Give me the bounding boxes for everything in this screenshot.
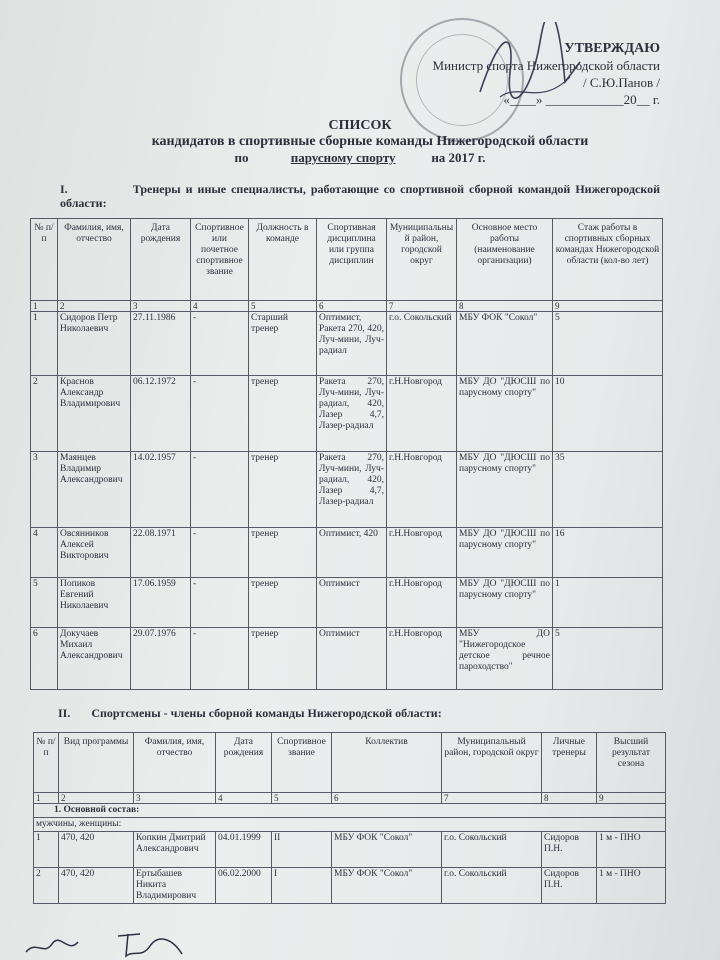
approval-block <box>433 40 660 108</box>
approval-date: «____» ____________20__ г. <box>503 92 660 107</box>
birth-date: 04.01.1999 <box>216 832 272 868</box>
sport-rank: II <box>272 832 332 868</box>
header-cell: Вид программы <box>59 733 134 793</box>
municipality: г.Н.Новгород <box>387 528 457 578</box>
coach-name: Сидоров Петр Николаевич <box>58 312 131 376</box>
row-number: 1 <box>34 832 59 868</box>
workplace: МБУ ДО "ДЮСШ по парусному спорту" <box>457 528 553 578</box>
table-row <box>34 868 666 904</box>
section1-number: I. <box>60 182 68 196</box>
discipline: Ракета 270, Луч-мини, Луч-радиал, 420, Лазер 4,7, Лазер-радиал <box>317 376 387 452</box>
column-number: 8 <box>542 793 597 804</box>
season-result: 1 м - ПНО <box>597 868 666 904</box>
birth-date: 22.08.1971 <box>131 528 191 578</box>
row-number: 2 <box>31 376 58 452</box>
gender-group-label: мужчины, женщины: <box>34 818 666 832</box>
column-number: 2 <box>59 793 134 804</box>
birth-date: 27.11.1986 <box>131 312 191 376</box>
column-number: 6 <box>317 301 387 312</box>
team-role: тренер <box>249 578 317 628</box>
discipline: Ракета 270, Луч-мини, Луч-радиал, 420, Лазер 4,7, Лазер-радиал <box>317 452 387 528</box>
experience-years: 16 <box>553 528 663 578</box>
table-header-row <box>34 733 666 793</box>
header-cell: Спортивная дисциплина или группа дисциплин <box>317 219 387 301</box>
header-cell: № п/п <box>34 733 59 793</box>
column-number-row <box>31 301 663 312</box>
table-row <box>31 376 663 452</box>
team-role: тренер <box>249 628 317 690</box>
approval-name: / С.Ю.Панов / <box>582 75 660 90</box>
table-row <box>31 312 663 376</box>
coach-name: Овсянников Алексей Викторович <box>58 528 131 578</box>
header-cell: Дата рождения <box>131 219 191 301</box>
season-result: 1 м - ПНО <box>597 832 666 868</box>
column-number: 5 <box>272 793 332 804</box>
coach-name: Докучаев Михаил Александрович <box>58 628 131 690</box>
sport-title: - <box>191 528 249 578</box>
document-title-block <box>0 118 720 166</box>
municipality: г.Н.Новгород <box>387 376 457 452</box>
sport-title: - <box>191 578 249 628</box>
approval-position: Министр спорта Нижегородской области <box>432 58 660 73</box>
team: МБУ ФОК "Сокол" <box>332 868 442 904</box>
athletes-table <box>33 732 666 904</box>
row-number: 4 <box>31 528 58 578</box>
column-number: 7 <box>442 793 542 804</box>
workplace: МБУ ДО "Нижегородское детское речное пароходство" <box>457 628 553 690</box>
column-number: 7 <box>387 301 457 312</box>
sport-name: парусному спорту <box>290 150 396 165</box>
header-cell: Фамилия, имя, отчество <box>134 733 216 793</box>
header-cell: Дата рождения <box>216 733 272 793</box>
experience-years: 5 <box>553 628 663 690</box>
row-number: 1 <box>31 312 58 376</box>
document-subtitle: кандидатов в спортивные сборные команды Нижегородской области <box>151 134 589 149</box>
team-role: Старший тренер <box>249 312 317 376</box>
header-cell: Стаж работы в спортивных сборных командах Нижегородской области (кол-во лет) <box>553 219 663 301</box>
column-number: 6 <box>332 793 442 804</box>
municipality: г.о. Сокольский <box>442 832 542 868</box>
sport-title: - <box>191 628 249 690</box>
coaches-table <box>30 218 663 690</box>
approval-title: УТВЕРЖДАЮ <box>564 41 660 56</box>
experience-years: 5 <box>553 312 663 376</box>
sport-title: - <box>191 452 249 528</box>
workplace: МБУ ДО "ДЮСШ по парусному спорту" <box>457 578 553 628</box>
header-cell: Спортивное или почетное спортивное звание <box>191 219 249 301</box>
row-number: 6 <box>31 628 58 690</box>
column-number: 3 <box>131 301 191 312</box>
column-number: 5 <box>249 301 317 312</box>
table-row <box>34 832 666 868</box>
section1-heading <box>60 182 660 210</box>
experience-years: 1 <box>553 578 663 628</box>
program: 470, 420 <box>59 868 134 904</box>
header-cell: Фамилия, имя, отчество <box>58 219 131 301</box>
workplace: МБУ ДО "ДЮСШ по парусному спорту" <box>457 452 553 528</box>
sport-title: - <box>191 312 249 376</box>
personal-coach: Сидоров П.Н. <box>542 868 597 904</box>
section2-heading <box>58 706 442 721</box>
coach-name: Попиков Евгений Николаевич <box>58 578 131 628</box>
column-number: 1 <box>31 301 58 312</box>
handwritten-signature <box>22 928 202 960</box>
column-number: 1 <box>34 793 59 804</box>
team: МБУ ФОК "Сокол" <box>332 832 442 868</box>
birth-date: 06.02.2000 <box>216 868 272 904</box>
sport-title: - <box>191 376 249 452</box>
coach-name: Краснов Александр Владимирович <box>58 376 131 452</box>
section1-text: Тренеры и иные специалисты, работающие со спортивной сборной командой Нижегородской области: <box>60 182 661 210</box>
municipality: г.Н.Новгород <box>387 628 457 690</box>
section2-number: II. <box>58 706 71 720</box>
personal-coach: Сидоров П.Н. <box>542 832 597 868</box>
document-title: СПИСОК <box>328 118 392 133</box>
discipline: Оптимист <box>317 578 387 628</box>
experience-years: 35 <box>553 452 663 528</box>
athlete-name: Ертыбашев Никита Владимирович <box>134 868 216 904</box>
table-row <box>31 452 663 528</box>
program: 470, 420 <box>59 832 134 868</box>
municipality: г.о. Сокольский <box>442 868 542 904</box>
column-number: 4 <box>191 301 249 312</box>
birth-date: 17.06.1959 <box>131 578 191 628</box>
header-cell: № п/п <box>31 219 58 301</box>
team-role: тренер <box>249 376 317 452</box>
document-sport-line <box>0 150 720 166</box>
experience-years: 10 <box>553 376 663 452</box>
header-cell: Личные тренеры <box>542 733 597 793</box>
table-header-row <box>31 219 663 301</box>
main-roster-label: 1. Основной состав: <box>34 804 666 818</box>
workplace: МБУ ДО "ДЮСШ по парусному спорту" <box>457 376 553 452</box>
table-row <box>31 528 663 578</box>
municipality: г.Н.Новгород <box>387 578 457 628</box>
column-number-row <box>34 793 666 804</box>
header-cell: Основное место работы (наименование организации) <box>457 219 553 301</box>
column-number: 3 <box>134 793 216 804</box>
municipality: г.о. Сокольский <box>387 312 457 376</box>
subheader-row <box>34 804 666 818</box>
sport-prefix: по <box>234 150 249 165</box>
team-role: тренер <box>249 528 317 578</box>
birth-date: 14.02.1957 <box>131 452 191 528</box>
row-number: 3 <box>31 452 58 528</box>
row-number: 5 <box>31 578 58 628</box>
sport-year: на 2017 г. <box>431 150 486 165</box>
section2-text: Спортсмены - члены сборной команды Нижегородской области: <box>91 706 442 720</box>
birth-date: 06.12.1972 <box>131 376 191 452</box>
header-cell: Должность в команде <box>249 219 317 301</box>
header-cell: Коллектив <box>332 733 442 793</box>
header-cell: Спортивное звание <box>272 733 332 793</box>
subheader-row <box>34 818 666 832</box>
header-cell: Высший результат сезона <box>597 733 666 793</box>
column-number: 4 <box>216 793 272 804</box>
sport-rank: I <box>272 868 332 904</box>
table-row <box>31 628 663 690</box>
column-number: 2 <box>58 301 131 312</box>
discipline: Оптимист, 420 <box>317 528 387 578</box>
birth-date: 29.07.1976 <box>131 628 191 690</box>
header-cell: Муниципальный район, городской округ <box>442 733 542 793</box>
table-row <box>31 578 663 628</box>
workplace: МБУ ФОК "Сокол" <box>457 312 553 376</box>
discipline: Оптимист <box>317 628 387 690</box>
team-role: тренер <box>249 452 317 528</box>
municipality: г.Н.Новгород <box>387 452 457 528</box>
coach-name: Маянцев Владимир Александрович <box>58 452 131 528</box>
header-cell: Муниципальный район, городской округ <box>387 219 457 301</box>
column-number: 9 <box>597 793 666 804</box>
column-number: 8 <box>457 301 553 312</box>
athlete-name: Копкин Дмитрий Александрович <box>134 832 216 868</box>
column-number: 9 <box>553 301 663 312</box>
row-number: 2 <box>34 868 59 904</box>
discipline: Оптимист, Ракета 270, 420, Луч-мини, Луч-радиал <box>317 312 387 376</box>
